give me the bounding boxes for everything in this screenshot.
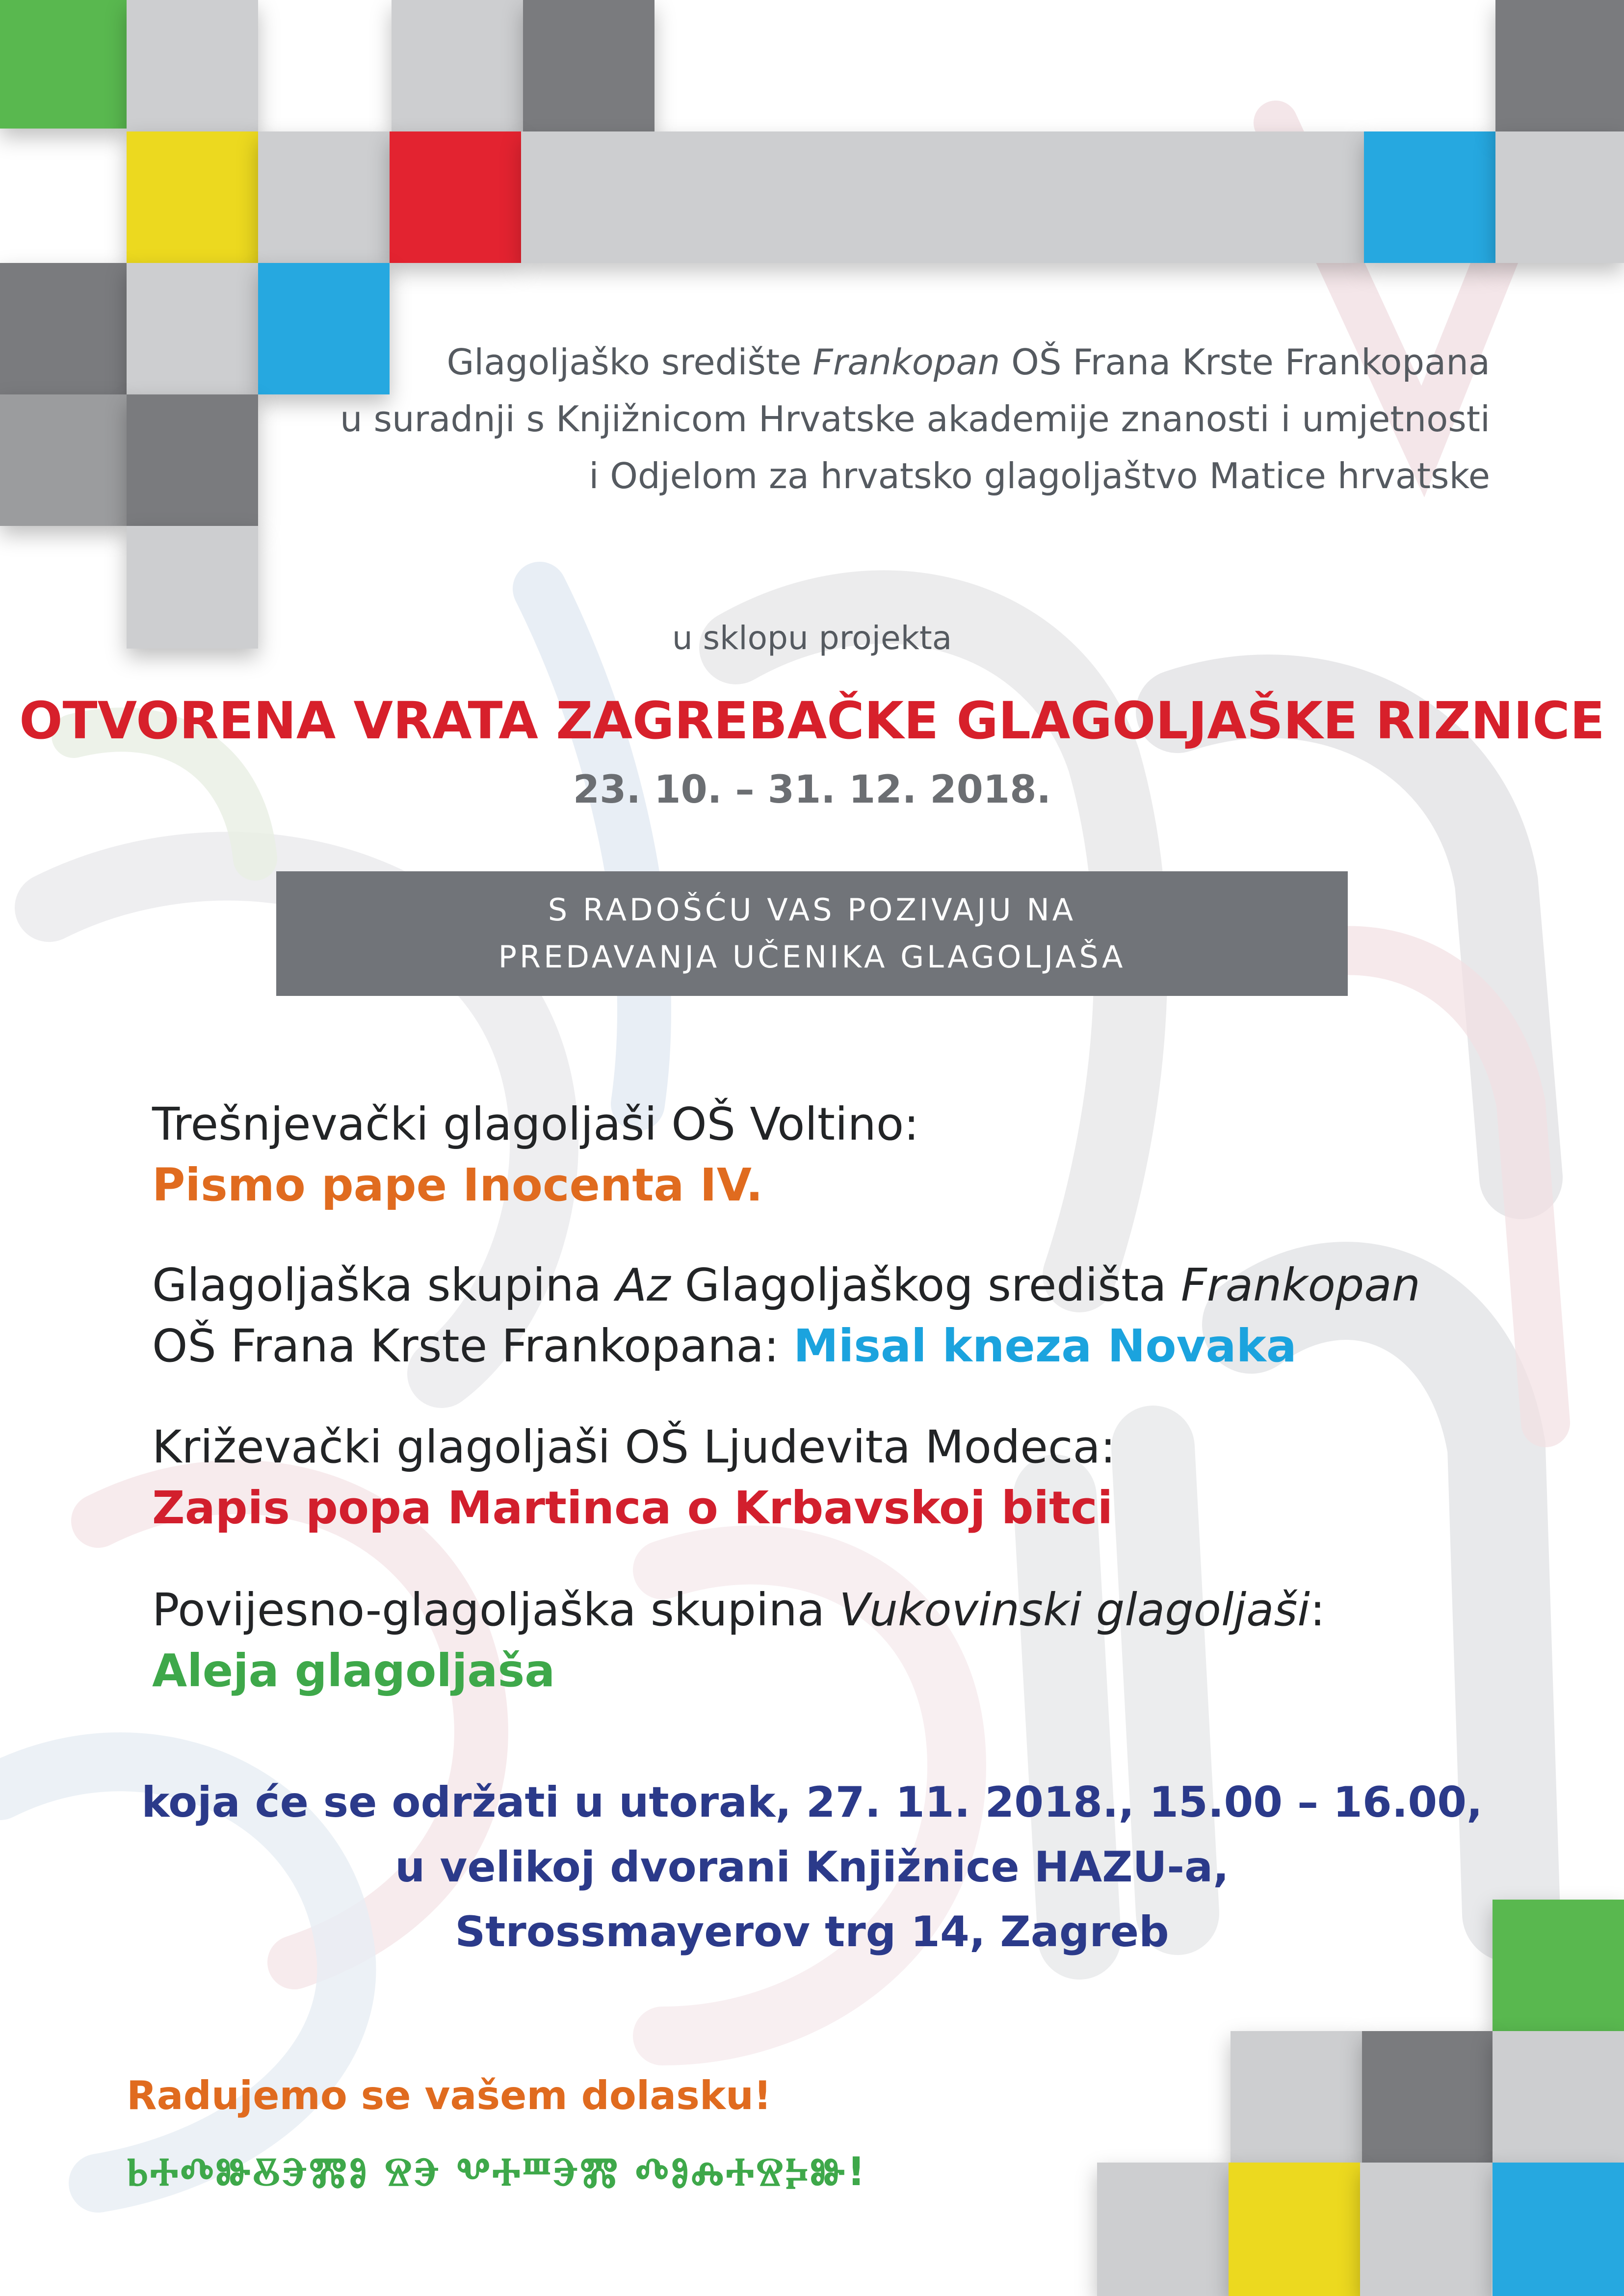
invitation-banner (276, 871, 1348, 996)
tile-yellow (1229, 2163, 1360, 2296)
organizers-block (313, 334, 1490, 504)
tile-gray-light (1231, 2031, 1362, 2163)
tile-gray-light (1360, 2163, 1492, 2296)
tile-yellow (127, 131, 258, 263)
lecture-group: Glagoljaška skupina Az Glagoljaškog središta Frankopan (152, 1259, 1420, 1311)
tile-gray-dark (0, 263, 127, 394)
tile-gray-mid (0, 394, 127, 526)
lecture-group: Povijesno-glagoljaška skupina Vukovinski glagoljaši: (152, 1584, 1325, 1636)
invitation-line-1: S RADOŠĆU VAS POZIVAJU NA (548, 892, 1076, 928)
lecture-item (152, 1094, 919, 1216)
tile-gray-light (127, 0, 258, 131)
gray-bar-top (521, 131, 1364, 263)
tile-gray-dark (127, 394, 258, 526)
invitation-line-2: PREDAVANJA UČENIKA GLAGOLJAŠA (498, 939, 1126, 975)
tile-red (390, 131, 521, 263)
lecture-group: Trešnjevački glagoljaši OŠ Voltino: (152, 1098, 919, 1150)
lecture-item (152, 1417, 1116, 1539)
event-line-3: Strossmayerov trg 14, Zagreb (455, 1907, 1169, 1957)
lecture-group: Križevački glagoljaši OŠ Ljudevita Modeca: (152, 1421, 1116, 1473)
lecture-topic: Pismo pape Inocenta IV. (152, 1159, 763, 1211)
closing-message-glagolitic: ⰓⰀⰄⰖⰋⰅⰏⰑ ⰔⰅ ⰂⰀⰞⰅⰏ ⰄⰑⰎⰀⰔⰍⰖ! (127, 2149, 867, 2194)
tile-gray-dark (523, 0, 655, 131)
project-dates: 23. 10. – 31. 12. 2018. (573, 768, 1051, 812)
project-intro: u sklopu projekta (672, 619, 952, 657)
lecture-topic: Zapis popa Martinca o Krbavskoj bitci (152, 1482, 1113, 1534)
lecture-topic: Aleja glagoljaša (152, 1644, 555, 1697)
event-details (0, 1770, 1624, 1964)
lecture-topic: Misal kneza Novaka (793, 1320, 1297, 1372)
project-title: OTVORENA VRATA ZAGREBAČKE GLAGOLJAŠKE RIZNICE (19, 691, 1605, 751)
tile-gray-light (258, 131, 390, 263)
event-line-2: u velikoj dvorani Knjižnice HAZU-a, (395, 1843, 1229, 1892)
lecture-group-continued: OŠ Frana Krste Frankopana: Misal kneza Novaka (152, 1320, 1297, 1372)
event-line-1: koja će se održati u utorak, 27. 11. 2018., 15.00 – 16.00, (141, 1778, 1483, 1827)
tile-gray-light (1495, 131, 1624, 263)
tile-blue (1364, 131, 1495, 263)
tile-green (0, 0, 127, 129)
organizers-line-1: Glagoljaško središte Frankopan OŠ Frana Krste Frankopana (446, 341, 1490, 383)
lecture-item (152, 1580, 1325, 1701)
closing-message: Radujemo se vašem dolasku! (127, 2073, 772, 2118)
tile-gray-light (392, 0, 523, 131)
tile-gray-dark (1362, 2031, 1493, 2163)
tile-gray-light (1493, 2031, 1624, 2163)
lecture-item (152, 1255, 1420, 1377)
organizers-line-3: i Odjelom za hrvatsko glagoljaštvo Matice hrvatske (589, 455, 1490, 496)
tile-gray-dark (1495, 0, 1624, 131)
tile-gray-light (127, 263, 258, 394)
organizers-line-2: u suradnji s Knjižnicom Hrvatske akademije znanosti i umjetnosti (340, 398, 1490, 440)
tile-gray-light (1097, 2163, 1229, 2296)
tile-blue (1493, 2163, 1624, 2296)
